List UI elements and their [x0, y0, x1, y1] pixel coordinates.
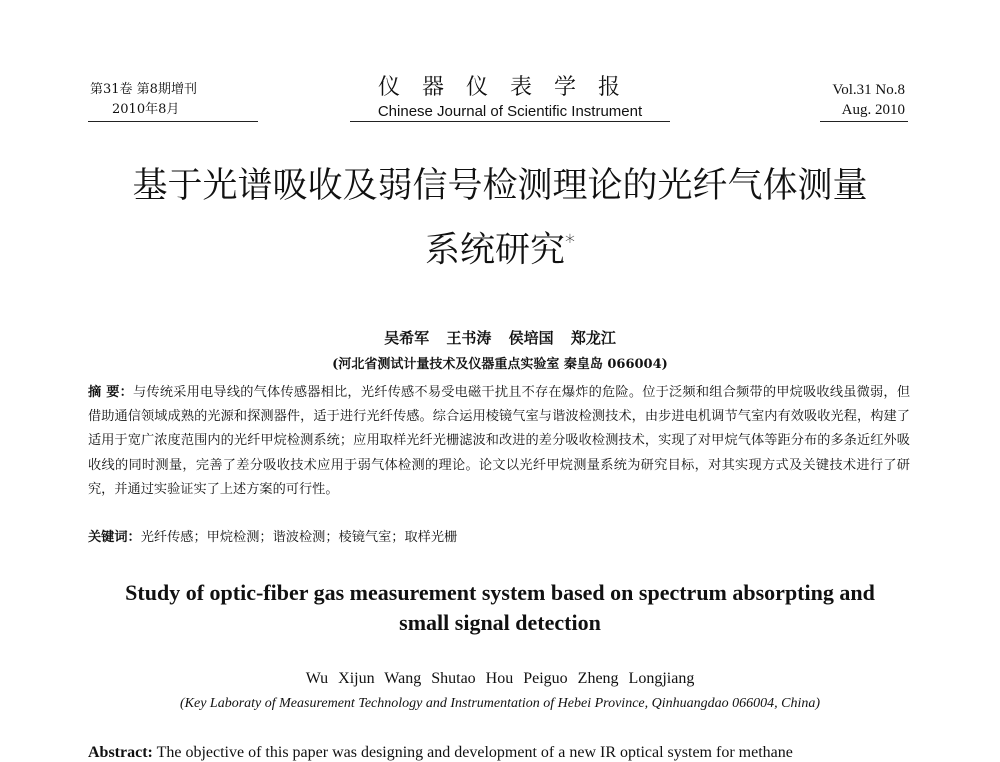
abstract-cn-text: 与传统采用电导线的气体传感器相比，光纤传感不易受电磁干扰且不存在爆炸的危险。位于泛频和组合频带的甲烷吸收线虽微弱，但借助通信领域成熟的光源和探测器件，适于进行光纤传感。综合运用棱镜气室与谐波检测技术，由步进电机调节气室内有效吸收光程，构建了适用于宽广浓度范围内的光纤甲烷检测系统；应用取样光纤光栅滤波和改进的差分吸收检测技术，实现了对甲烷气体等距分布的多条近红外吸收线的同时测量，完善了差分吸收技术应用于弱气体检测的理论。论文以光纤甲烷测量系统为研究目标，对其实现方式及关键技术进行了研究，并通过实验证实了上述方案的可行性。	[88, 385, 911, 497]
journal-name	[340, 74, 680, 122]
keywords-cn	[88, 526, 457, 545]
authors-en: Wu Xijun Wang Shutao Hou Peiguo Zheng Longjiang	[305, 670, 695, 687]
affiliation-cn: (河北省测试计量技术及仪器重点实验室 秦皇岛 066004)	[332, 357, 668, 372]
paper-title-en	[60, 578, 940, 638]
abstract-en-label: Abstract:	[88, 744, 153, 761]
keywords-cn-label: 关键词：	[88, 530, 141, 545]
issue-info-en	[832, 80, 905, 120]
volume-cn: 第31卷 第8期增刊	[90, 82, 197, 97]
header-rule-left	[88, 121, 258, 122]
title-cn-line2: 系统研究	[424, 230, 565, 271]
journal-name-cn: 仪器仪表学报	[377, 75, 642, 100]
title-cn-line1: 基于光谱吸收及弱信号检测理论的光纤气体测量	[132, 166, 868, 206]
journal-name-en: Chinese Journal of Scientific Instrument	[377, 103, 643, 120]
header-rule-right	[820, 121, 908, 122]
paper-title-cn	[60, 158, 940, 279]
abstract-en	[88, 744, 793, 762]
authors-cn: 吴希军 王书涛 侯培国 郑龙江	[384, 329, 616, 347]
volume-en: Vol.31 No.8	[832, 82, 905, 98]
title-en-line1: Study of optic-fiber gas measurement system based on spectrum absorpting and	[125, 580, 875, 605]
abstract-cn	[88, 381, 910, 502]
date-en: Aug. 2010	[841, 102, 905, 118]
abstract-cn-label: 摘 要：	[88, 385, 134, 400]
issue-info-cn	[90, 80, 197, 120]
date-cn: 2010年8月	[112, 102, 180, 117]
keywords-cn-text: 光纤传感；甲烷检测；谐波检测；棱镜气室；取样光栅	[140, 530, 458, 545]
footnote-mark: *	[565, 230, 575, 254]
abstract-en-text: The objective of this paper was designing and development of a new IR optical system for methane	[152, 744, 793, 761]
affiliation-en: (Key Laboraty of Measurement Technology and Instrumentation of Hebei Province, Qinhuangdao 066004, China)	[179, 696, 821, 711]
header-rule-center	[350, 121, 670, 122]
title-en-line2: small signal detection	[399, 610, 601, 635]
